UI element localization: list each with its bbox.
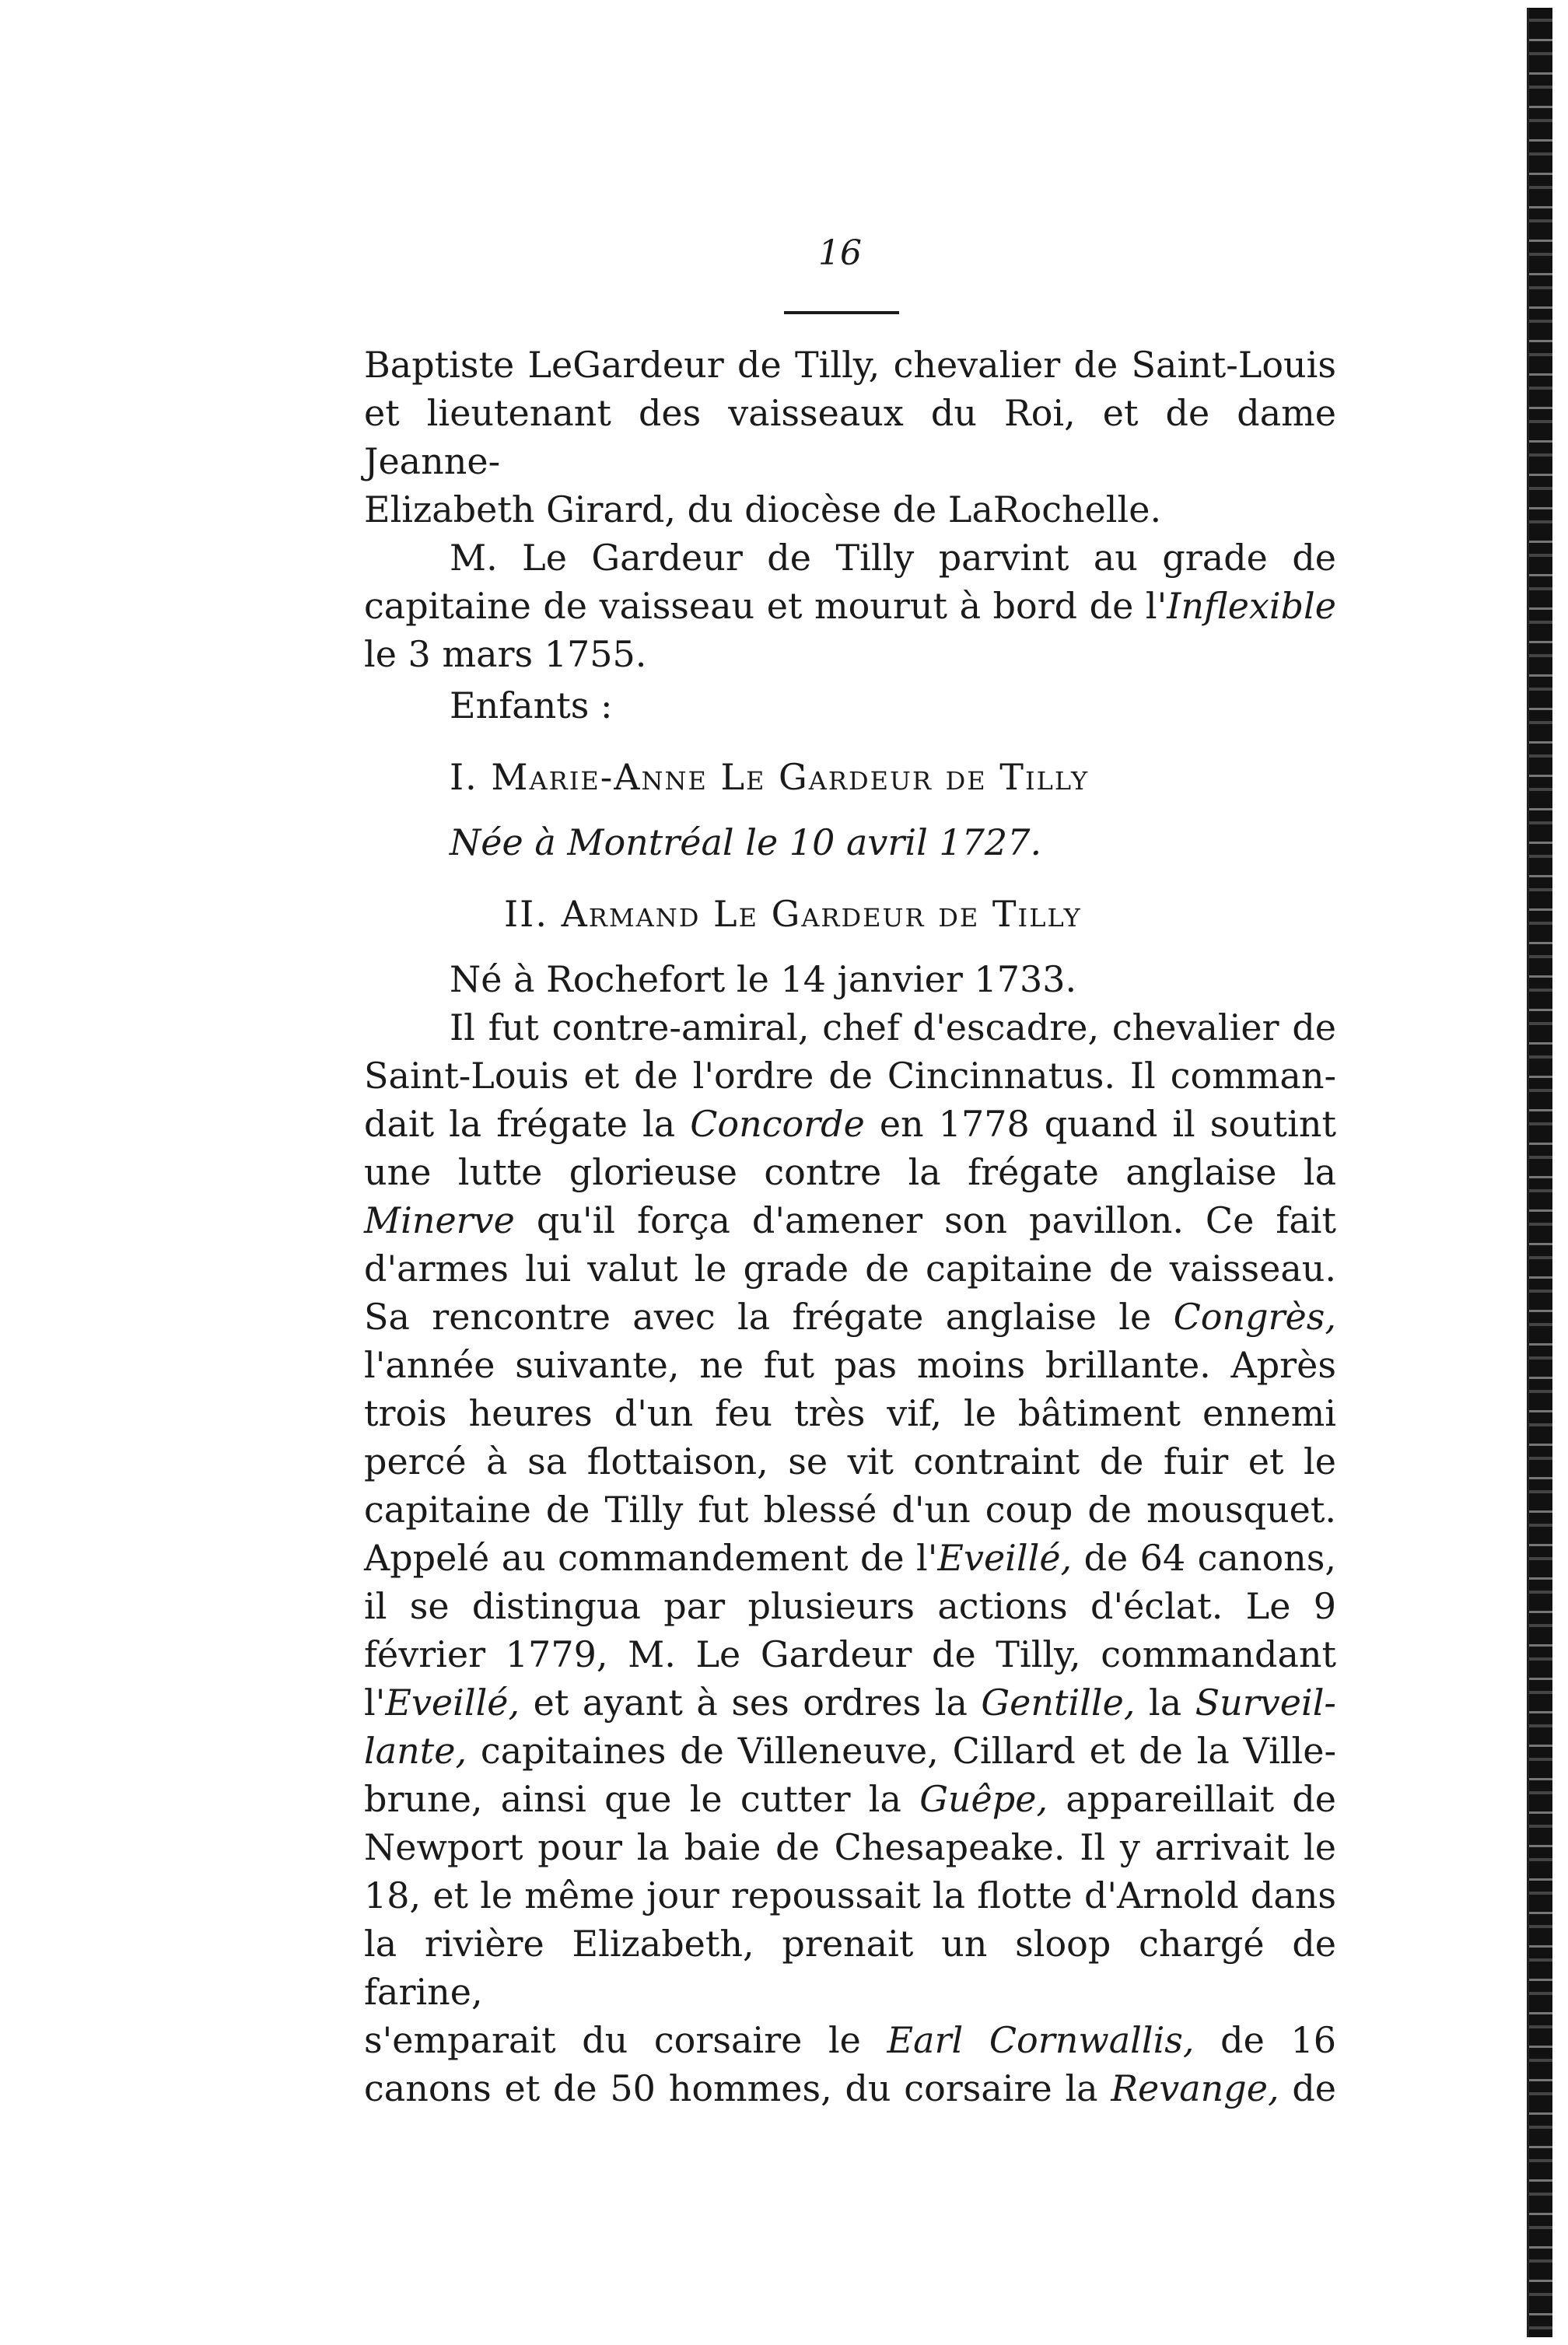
page-number: 16 bbox=[818, 233, 862, 273]
text-line: Saint-Louis et de l'ordre de Cincinnatus. Il comman- bbox=[364, 1055, 1336, 1097]
text-fragment: capitaines de Villeneuve, Cillard et de la Ville- bbox=[467, 1730, 1336, 1772]
child-birth: Née à Montréal le 10 avril 1727. bbox=[450, 821, 1042, 863]
ship-name: Revange, bbox=[1111, 2067, 1279, 2109]
text-fragment: Sa rencontre avec la frégate anglaise le bbox=[364, 1296, 1174, 1338]
text-line: une lutte glorieuse contre la frégate anglaise la bbox=[364, 1151, 1336, 1193]
text-line: 18, et le même jour repoussait la flotte d'Arnold dans bbox=[364, 1874, 1336, 1916]
text-fragment: l' bbox=[364, 1682, 386, 1724]
child-heading: I. Marie-Anne Le Gardeur de Tilly bbox=[450, 756, 1090, 798]
text-line: d'armes lui valut le grade de capitaine de vaisseau. bbox=[364, 1248, 1336, 1290]
text-line: l'année suivante, ne fut pas moins brillante. Après bbox=[364, 1344, 1336, 1386]
text-line: Newport pour la baie de Chesapeake. Il y arrivait le bbox=[364, 1826, 1336, 1868]
text-line bbox=[364, 1100, 1336, 1148]
text-line bbox=[364, 2064, 1336, 2112]
text-fragment: de bbox=[1279, 2067, 1336, 2109]
ship-name: Eveillé, bbox=[385, 1682, 520, 1724]
text-line: février 1779, M. Le Gardeur de Tilly, commandant bbox=[364, 1633, 1336, 1675]
ship-name: Congrès, bbox=[1173, 1296, 1336, 1338]
ship-name: Inflexible bbox=[1167, 585, 1336, 627]
enfants-label: Enfants : bbox=[450, 684, 613, 726]
text-line: M. Le Gardeur de Tilly parvint au grade de bbox=[450, 537, 1336, 579]
text-fragment: brune, ainsi que le cutter la bbox=[364, 1778, 920, 1820]
ship-name: Gentille, bbox=[981, 1682, 1136, 1724]
child-birth: Né à Rochefort le 14 janvier 1733. bbox=[450, 958, 1077, 1000]
ship-name: Eveillé, bbox=[937, 1537, 1073, 1579]
body-text bbox=[364, 341, 1336, 2112]
child-heading: II. Armand Le Gardeur de Tilly bbox=[504, 893, 1082, 935]
text-line bbox=[364, 1534, 1336, 1582]
text-line bbox=[364, 582, 1336, 630]
text-line: capitaine de Tilly fut blessé d'un coup de mousquet. bbox=[364, 1489, 1336, 1531]
text-line bbox=[364, 1196, 1336, 1244]
text-fragment: de 16 bbox=[1194, 2019, 1336, 2061]
text-line bbox=[364, 1678, 1336, 1727]
text-line: le 3 mars 1755. bbox=[364, 633, 647, 675]
text-fragment: s'emparait du corsaire le bbox=[364, 2019, 887, 2061]
text-fragment: Appelé au commandement de l' bbox=[364, 1537, 938, 1579]
text-fragment: la bbox=[1135, 1682, 1195, 1724]
text-line bbox=[364, 1775, 1336, 1823]
text-fragment: de 64 canons, bbox=[1072, 1537, 1336, 1579]
scanned-page-edge bbox=[1527, 8, 1552, 2337]
text-line: trois heures d'un feu très vif, le bâtiment ennemi bbox=[364, 1392, 1336, 1434]
text-fragment: qu'il força d'amener son pavillon. Ce fait bbox=[514, 1199, 1336, 1241]
text-fragment: en 1778 quand il soutint bbox=[864, 1103, 1336, 1145]
text-line: la rivière Elizabeth, prenait un sloop chargé de farine, bbox=[364, 1923, 1336, 2013]
text-line bbox=[364, 1727, 1336, 1775]
ship-name: Earl Cornwallis, bbox=[887, 2019, 1195, 2061]
header-rule bbox=[784, 311, 899, 314]
text-line: et lieutenant des vaisseaux du Roi, et de dame Jeanne- bbox=[364, 392, 1336, 482]
text-fragment: capitaine de vaisseau et mourut à bord de l' bbox=[364, 585, 1167, 627]
ship-name: lante, bbox=[364, 1730, 467, 1772]
text-line: Elizabeth Girard, du diocèse de LaRochelle. bbox=[364, 488, 1162, 530]
text-fragment: appareillait de bbox=[1048, 1778, 1336, 1820]
text-line bbox=[364, 1293, 1336, 1341]
ship-name: Surveil- bbox=[1195, 1682, 1336, 1724]
ship-name: Concorde bbox=[690, 1103, 865, 1145]
ship-name: Guêpe, bbox=[919, 1778, 1048, 1820]
text-fragment: dait la frégate la bbox=[364, 1103, 691, 1145]
text-line: Il fut contre-amiral, chef d'escadre, chevalier de bbox=[450, 1006, 1336, 1048]
text-fragment: et ayant à ses ordres la bbox=[520, 1682, 982, 1724]
ship-name: Minerve bbox=[364, 1199, 515, 1241]
text-line: il se distingua par plusieurs actions d'éclat. Le 9 bbox=[364, 1585, 1336, 1627]
text-line: Baptiste LeGardeur de Tilly, chevalier de Saint-Louis bbox=[364, 344, 1336, 386]
text-line bbox=[364, 2016, 1336, 2064]
text-fragment: canons et de 50 hommes, du corsaire la bbox=[364, 2067, 1111, 2109]
text-line: percé à sa flottaison, se vit contraint de fuir et le bbox=[364, 1440, 1336, 1482]
